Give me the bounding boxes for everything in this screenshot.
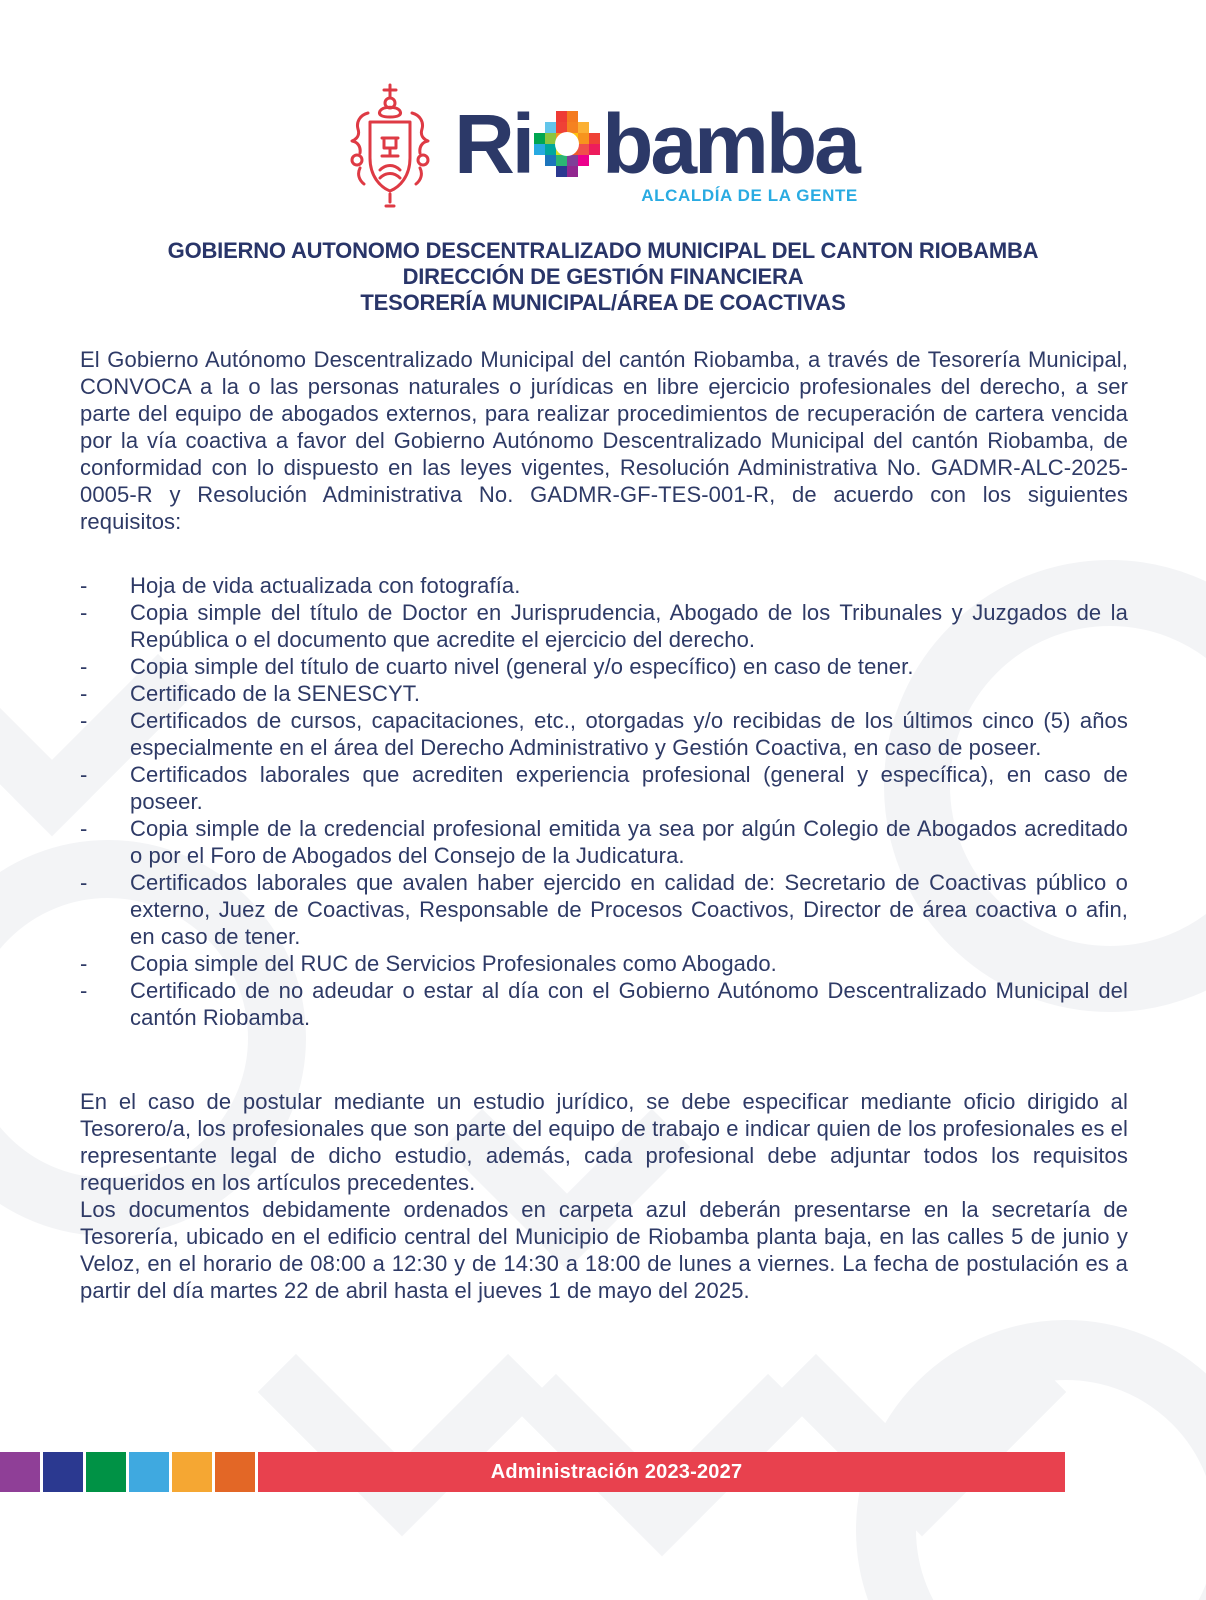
logo-tagline: ALCALDÍA DE LA GENTE xyxy=(641,186,858,205)
wordmark xyxy=(454,97,858,191)
list-dash: - xyxy=(80,708,88,733)
logo xyxy=(0,82,1206,214)
chakana-icon xyxy=(534,111,600,177)
list-item: - Certificado de no adeudar o estar al día con el Gobierno Autónomo Descentralizado Municipal del cantón Riobamba. xyxy=(80,978,1128,1030)
list-dash: - xyxy=(80,681,88,706)
list-dash: - xyxy=(80,951,88,976)
list-item: - Copia simple del RUC de Servicios Profesionales como Abogado. xyxy=(80,951,777,976)
footer-red-band xyxy=(258,1452,1065,1492)
footer-label: Administración 2023-2027 xyxy=(490,1460,743,1483)
watermark-chevron xyxy=(518,1268,806,1556)
header-line-3: TESORERÍA MUNICIPAL/ÁREA DE COACTIVAS xyxy=(360,290,846,315)
list-item: - Hoja de vida actualizada con fotografía. xyxy=(80,573,521,598)
list-dash: - xyxy=(80,978,88,1003)
list-dash: - xyxy=(80,654,88,679)
footer-square-green xyxy=(86,1452,126,1492)
header-line-1: GOBIERNO AUTONOMO DESCENTRALIZADO MUNICIPAL DEL CANTON RIOBAMBA xyxy=(167,238,1039,263)
closing-paragraphs xyxy=(80,1088,1128,1304)
list-dash: - xyxy=(80,762,88,787)
intro-paragraph: El Gobierno Autónomo Descentralizado Municipal del cantón Riobamba, a través de Tesorería Municipal, CONVOCA a la o las personas naturales o jurídicas en libre ejercicio profesionales del derecho, a ser parte del equipo de abogados externos, para realizar procedimientos de recuperación de cartera vencida por la vía coactiva a favor del Gobierno Autónomo Descentralizado Municipal del cantón Riobamba, de conformidad con lo dispuesto en las leyes vigentes, Resolución Administrativa No. GADMR-ALC-2025-0005-R y Resolución Administrativa No. GADMR-GF-TES-001-R, de acuerdo con los siguientes requisitos: xyxy=(80,347,1128,534)
footer-square-darkblue xyxy=(43,1452,83,1492)
footer-square-purple xyxy=(0,1452,40,1492)
list-dash: - xyxy=(80,600,88,625)
list-item: - Copia simple del título de cuarto nivel (general y/o específico) en caso de tener. xyxy=(80,654,914,679)
list-item: - Copia simple de la credencial profesional emitida ya sea por algún Colegio de Abogados acreditado o por el Foro de Abogados del Consejo de la Judicatura. xyxy=(80,816,1128,868)
list-item: - Certificados laborales que acrediten experiencia profesional (general y específica), en caso de poseer. xyxy=(80,762,1128,814)
list-item: - Certificados laborales que avalen haber ejercido en calidad de: Secretario de Coactivas público o externo, Juez de Coactivas, Responsable de Procesos Coactivos, Director de área coactiva o afin, en caso de tener. xyxy=(80,870,1128,949)
requirements-list xyxy=(80,572,1128,1031)
wordmark-right: bamba xyxy=(602,97,858,191)
header-line-2: DIRECCIÓN DE GESTIÓN FINANCIERA xyxy=(402,264,804,289)
list-dash: - xyxy=(80,573,88,598)
list-item: - Certificado de la SENESCYT. xyxy=(80,681,421,706)
list-item: - Copia simple del título de Doctor en Jurisprudencia, Abogado de los Tribunales y Juzgados de la República o el documento que acredite el ejercicio del derecho. xyxy=(80,600,1128,652)
footer-square-orange xyxy=(215,1452,255,1492)
closing-paragraph-1: En el caso de postular mediante un estudio jurídico, se debe especificar mediante oficio dirigido al Tesorero/a, los profesionales que son parte del equipo de trabajo e indicar quien de los profesionales es el representante legal de dicho estudio, además, cada profesional debe adjuntar todos los requisitos requeridos en los artículos precedentes. xyxy=(80,1089,1128,1195)
document-header xyxy=(0,238,1206,316)
list-dash: - xyxy=(80,816,88,841)
crest-icon xyxy=(348,82,432,214)
footer-square-yellow xyxy=(172,1452,212,1492)
wordmark-left: Ri xyxy=(454,97,533,191)
footer-bar xyxy=(0,1452,1065,1492)
closing-paragraph-2: Los documentos debidamente ordenados en carpeta azul deberán presentarse en la secretaría de Tesorería, ubicado en el edificio central del Municipio de Riobamba planta baja, en las calles 5 de junio y Veloz, en el horario de 08:00 a 12:30 y de 14:30 a 18:00 de lunes a viernes. La fecha de postulación es a partir del día martes 22 de abril hasta el jueves 1 de mayo del 2025. xyxy=(80,1197,1128,1303)
footer-square-lightblue xyxy=(129,1452,169,1492)
list-dash: - xyxy=(80,870,88,895)
list-item: - Certificados de cursos, capacitaciones, etc., otorgadas y/o recibidas de los últimos cinco (5) años especialmente en el área del Derecho Administrativo y Gestión Coactiva, en caso de poseer. xyxy=(80,708,1128,760)
